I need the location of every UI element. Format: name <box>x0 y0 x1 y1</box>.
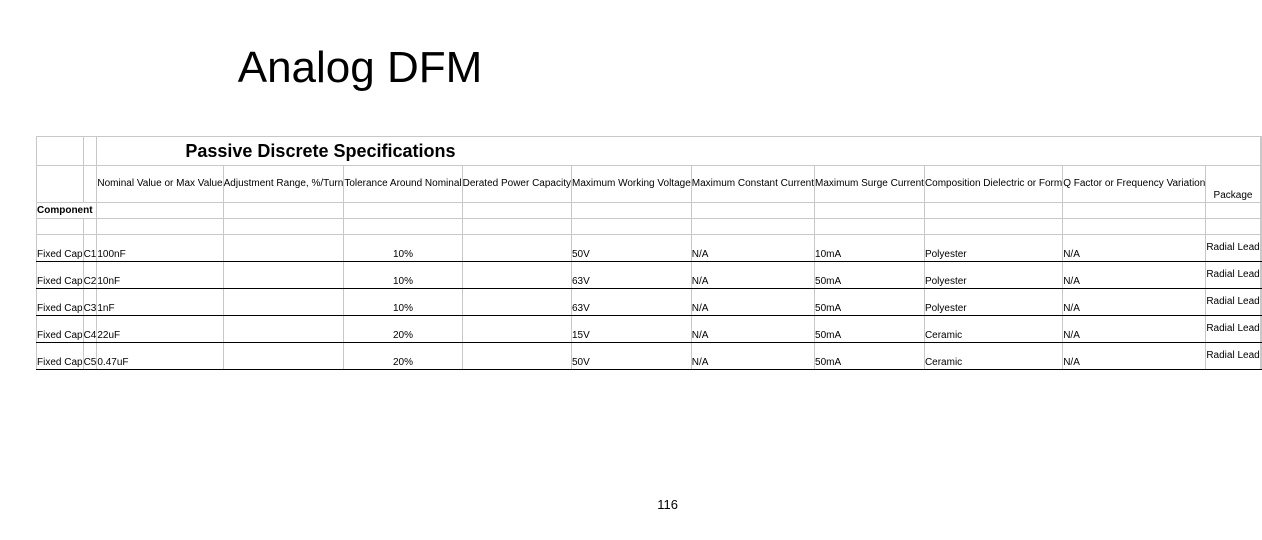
table-cell: 63V <box>572 289 692 316</box>
table-cell: C4 <box>83 316 97 343</box>
blank-cell <box>1260 343 1261 370</box>
blank-cell <box>1260 137 1261 166</box>
blank-cell <box>37 137 84 166</box>
table-cell: Fixed Cap <box>37 262 84 289</box>
table-cell: Fixed Cap <box>37 343 84 370</box>
table-cell <box>223 262 344 289</box>
table-cell: 50mA <box>815 289 925 316</box>
table-cell <box>462 316 571 343</box>
table-row <box>37 316 1262 343</box>
table-cell: Fixed Cap <box>37 316 84 343</box>
table-cell: 10% <box>344 262 462 289</box>
blank-cell <box>1260 235 1261 262</box>
table-cell: 0.47uF <box>97 343 223 370</box>
column-header: Maximum Surge Current <box>815 166 925 203</box>
table-cell: Fixed Cap <box>37 235 84 262</box>
table-cell: 10mA <box>815 235 925 262</box>
table-cell <box>462 289 571 316</box>
table-cell: 50mA <box>815 316 925 343</box>
table-cell: Ceramic <box>924 316 1062 343</box>
table-cell: N/A <box>691 262 814 289</box>
table-cell <box>223 343 344 370</box>
table-cell: 10nF <box>97 262 223 289</box>
slide-title: Analog DFM <box>237 43 483 92</box>
table-cell: Polyester <box>924 262 1062 289</box>
table-cell: C1 <box>83 235 97 262</box>
table-cell: 63V <box>572 262 692 289</box>
blank-cell <box>37 166 84 203</box>
blank-cell <box>1260 262 1261 289</box>
table-cell: N/A <box>691 289 814 316</box>
table-cell: Ceramic <box>924 343 1062 370</box>
table-cell <box>462 262 571 289</box>
blank-cell <box>1260 289 1261 316</box>
table-cell: C5 <box>83 343 97 370</box>
table-cell <box>462 235 571 262</box>
table-row <box>37 235 1262 262</box>
column-header: Maximum Working Voltage <box>572 166 692 203</box>
column-header: Tolerance Around Nominal <box>344 166 462 203</box>
table-cell <box>223 235 344 262</box>
table-cell: N/A <box>691 316 814 343</box>
table-cell: 1nF <box>97 289 223 316</box>
blank-cell <box>1260 166 1261 203</box>
table-cell: N/A <box>1063 289 1206 316</box>
table-cell: 20% <box>344 343 462 370</box>
table-row <box>37 262 1262 289</box>
blank-cell <box>83 137 97 166</box>
table-cell: 50mA <box>815 343 925 370</box>
spreadsheet <box>36 136 1260 368</box>
table-cell: 10% <box>344 289 462 316</box>
column-header: Q Factor or Frequency Variation <box>1063 166 1206 203</box>
component-label: Component <box>37 203 97 219</box>
package-cell: Radial Lead <box>1206 235 1260 262</box>
sheet-title: Passive Discrete Specifications <box>97 137 1260 166</box>
table-cell <box>223 316 344 343</box>
table-cell: 10% <box>344 235 462 262</box>
package-cell: Radial Lead <box>1206 316 1260 343</box>
column-header: Composition Dielectric or Form <box>924 166 1062 203</box>
table-cell: Fixed Cap <box>37 289 84 316</box>
table-cell: Polyester <box>924 235 1062 262</box>
table-cell: C3 <box>83 289 97 316</box>
column-header: Maximum Constant Current <box>691 166 814 203</box>
table-cell: Polyester <box>924 289 1062 316</box>
table-cell: N/A <box>691 343 814 370</box>
package-cell: Radial Lead <box>1206 343 1260 370</box>
table-cell: 15V <box>572 316 692 343</box>
table-cell: C2 <box>83 262 97 289</box>
table-cell: 22uF <box>97 316 223 343</box>
table-cell <box>223 289 344 316</box>
specs-table <box>36 136 1262 370</box>
column-header: Derated Power Capacity <box>462 166 571 203</box>
blank-cell <box>1260 316 1261 343</box>
table-cell <box>462 343 571 370</box>
table-cell: 50V <box>572 235 692 262</box>
table-row <box>37 289 1262 316</box>
table-cell: N/A <box>1063 343 1206 370</box>
page-number: 116 <box>657 497 678 512</box>
table-cell: N/A <box>1063 235 1206 262</box>
column-header: Nominal Value or Max Value <box>97 166 223 203</box>
table-cell: 100nF <box>97 235 223 262</box>
table-cell: N/A <box>691 235 814 262</box>
table-cell: 50V <box>572 343 692 370</box>
table-row <box>37 343 1262 370</box>
blank-cell <box>83 166 97 203</box>
table-cell: 20% <box>344 316 462 343</box>
package-cell: Radial Lead <box>1206 289 1260 316</box>
table-cell: 50mA <box>815 262 925 289</box>
table-cell: N/A <box>1063 316 1206 343</box>
table-cell: N/A <box>1063 262 1206 289</box>
column-header: Adjustment Range, %/Turn <box>223 166 344 203</box>
column-header: Package <box>1206 166 1260 203</box>
package-cell: Radial Lead <box>1206 262 1260 289</box>
